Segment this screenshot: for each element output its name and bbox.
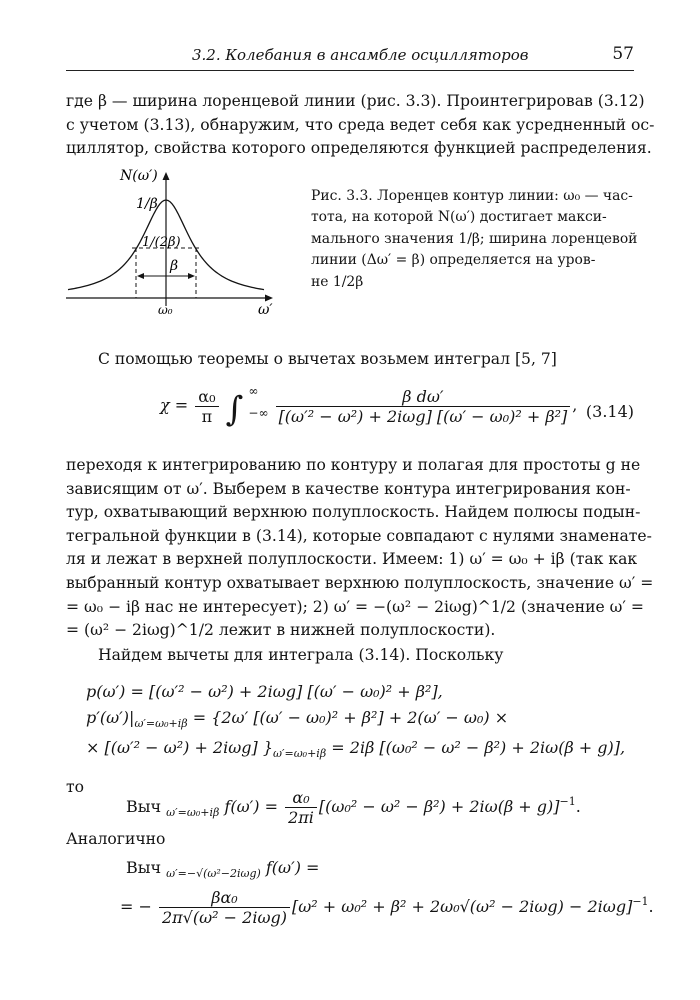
half-max-label: 1/(2β) — [142, 235, 181, 250]
equation-residue-1 — [126, 788, 581, 827]
text-line: с учетом (3.13), обнаружим, что среда ведет себя как усредненный ос- — [66, 115, 655, 134]
integral-sign: ∫ — [225, 389, 244, 430]
section-title: 3.2. Колебания в ансамбле осцилляторов — [192, 46, 529, 64]
width-arrow-right — [188, 273, 195, 279]
text-line: Найдем вычеты для интеграла (3.14). Поскольку — [98, 646, 504, 664]
y-axis-label: N(ω′) — [120, 168, 158, 184]
fraction-numerator: α₀ — [285, 788, 317, 808]
residue-fraction — [285, 788, 317, 827]
text-line: то — [66, 778, 85, 796]
text-line: тегральной функции в (3.14), которые совпадают с нулями знаменате- — [66, 526, 652, 545]
text-line: тур, охватывающий верхнюю полуплоскость. Найдем полюсы подын- — [66, 503, 641, 522]
caption-line: Рис. 3.3. Лоренцев контур линии: ω₀ — час- — [311, 188, 633, 204]
eq-subscript: ω′=ω₀+iβ — [273, 747, 327, 760]
fraction-numerator: βα₀ — [159, 888, 290, 908]
x-axis-label: ω′ — [258, 302, 273, 316]
figure-caption — [311, 186, 638, 293]
equation-residue-2-line1 — [126, 858, 319, 880]
width-arrow-left — [137, 273, 144, 279]
eq-part: f(ω′) = — [219, 797, 284, 816]
eq-part: [(ω₀² − ω² − β²) + 2iω(β + g)] — [318, 797, 560, 816]
center-frequency-label: ω₀ — [158, 303, 173, 316]
caption-line: тота, на которой N(ω′) достигает макси- — [311, 209, 607, 226]
peak-label: 1/β — [136, 196, 158, 212]
lorentz-figure — [60, 166, 285, 316]
x-axis-arrow — [265, 295, 273, 302]
eq-superscript: −1 — [559, 795, 576, 808]
text-line: С помощью теоремы о вычетах возьмем интеграл [5, 7] — [98, 350, 557, 368]
equation-residue-2-line2 — [120, 888, 654, 927]
paragraph-1 — [66, 90, 655, 161]
eq-period: . — [648, 897, 654, 916]
running-header — [66, 46, 634, 71]
text-line: = (ω² − 2iωg)^1/2 лежит в нижней полуплоскости). — [66, 621, 496, 640]
fraction-denominator: [(ω′² − ω²) + 2iωg] [(ω′ − ω₀)² + β²] — [278, 406, 568, 426]
upper-limit: ∞ — [248, 384, 259, 398]
text-line: где β — ширина лоренцевой линии (рис. 3.3). Проинтегрировав (3.12) — [66, 92, 645, 110]
fraction-denominator: π — [201, 406, 213, 426]
eq-part: f(ω′) = — [260, 858, 320, 877]
eq-part: = {2ω′ [(ω′ − ω₀)² + β²] + 2(ω′ − ω₀) × — [187, 708, 509, 727]
y-axis-arrow — [163, 172, 170, 180]
eq-part: [ω² + ω₀² + β² + 2ω₀√(ω² − 2iωg) − 2iωg] — [291, 897, 633, 916]
fraction-numerator: β dω′ — [276, 387, 571, 407]
eq-subscript: ω′=−√(ω²−2iωg) — [166, 867, 261, 880]
eq-part: p′(ω′)| — [86, 708, 135, 727]
page-number: 57 — [612, 44, 634, 64]
text-line: = ω₀ − iβ нас не интересует); 2) ω′ = −(ω² − 2iωg)^1/2 (значение ω′ = — [66, 597, 644, 616]
equation-p-line2 — [86, 708, 508, 730]
integral-limits — [248, 384, 268, 428]
fraction-denominator: 2π√(ω² − 2iωg) — [161, 908, 287, 927]
eq-part: = 2iβ [(ω₀² − ω² − β²) + 2iω(β + g)], — [326, 738, 626, 757]
text-line: ля и лежат в верхней полуплоскости. Имеем: 1) ω′ = ω₀ + iβ (так как — [66, 550, 638, 569]
caption-line: не 1/2β — [311, 273, 364, 290]
eq-lhs: χ = — [160, 395, 194, 415]
equation-number: (3.14) — [585, 402, 634, 421]
paragraph-3 — [66, 454, 654, 643]
eq-part: = − — [120, 897, 157, 916]
text-line: циллятор, свойства которого определяются функцией распределения. — [66, 139, 652, 158]
width-label: β — [170, 258, 179, 274]
fraction-denominator: 2πi — [288, 808, 314, 827]
paragraph-4 — [66, 644, 666, 668]
text-line: выбранный контур охватывает верхнюю полуплоскость, значение ω′ = — [66, 573, 654, 592]
equation-3-14 — [160, 384, 577, 430]
equation-p-line1: p(ω′) = [(ω′² − ω²) + 2iωg] [(ω′ − ω₀)² + β²], — [86, 682, 443, 701]
caption-line: мального значения 1/β; ширина лоренцевой — [311, 230, 638, 247]
residue-label: Выч — [126, 858, 162, 877]
eq-superscript: −1 — [632, 895, 649, 908]
eq-subscript: ω′=ω₀+iβ — [134, 717, 188, 730]
eq-comma: , — [572, 395, 578, 415]
text-line: зависящим от ω′. Выберем в качестве контура интегрирования кон- — [66, 479, 631, 498]
eq-subscript: ω′=ω₀+iβ — [166, 806, 220, 819]
word-analog — [66, 828, 634, 852]
lower-limit: −∞ — [248, 406, 269, 420]
eq-part: × [(ω′² − ω²) + 2iωg] } — [86, 738, 274, 757]
residue-fraction — [159, 888, 290, 927]
paragraph-2 — [66, 348, 666, 372]
equation-p-line3 — [86, 738, 625, 760]
fraction-numerator: α₀ — [195, 387, 218, 407]
integrand-fraction — [276, 387, 571, 426]
eq-constant-fraction — [195, 387, 218, 426]
text-line: Аналогично — [66, 830, 166, 848]
text-line: переходя к интегрированию по контуру и полагая для простоты g не — [66, 456, 641, 474]
eq-period: . — [575, 797, 581, 816]
caption-line: линии (Δω′ = β) определяется на уров- — [311, 252, 596, 269]
residue-label: Выч — [126, 797, 162, 816]
